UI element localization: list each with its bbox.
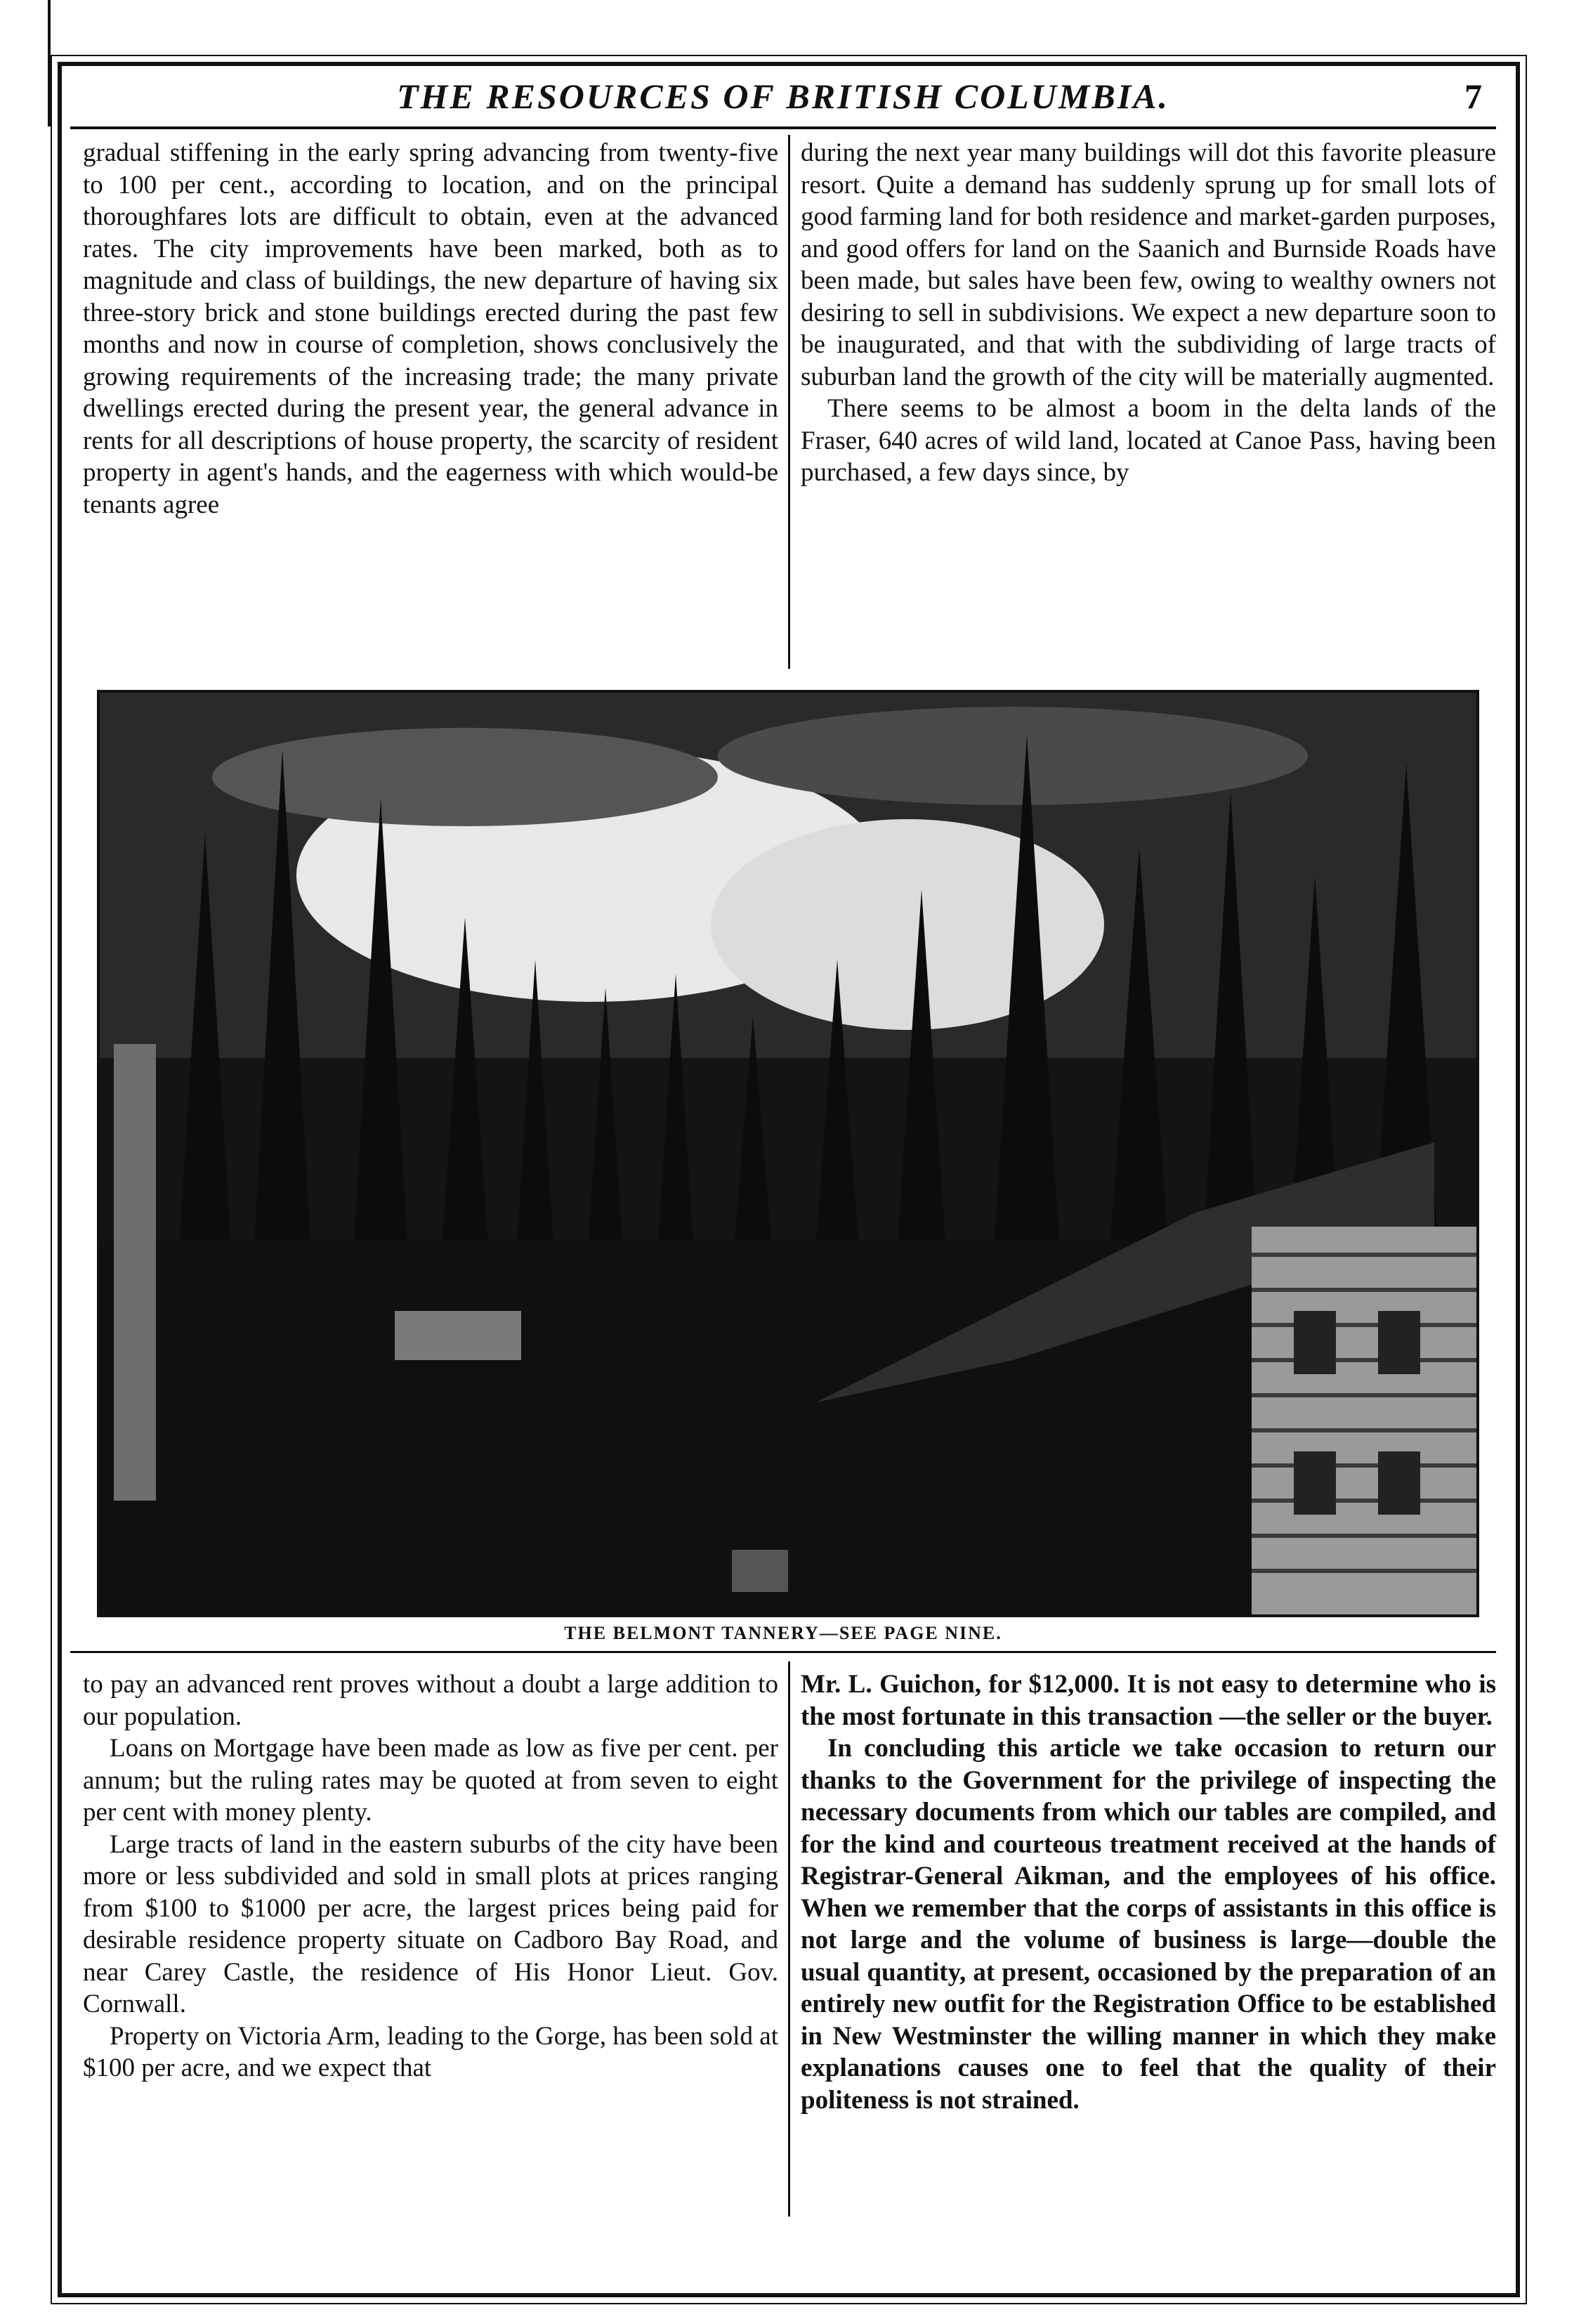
illustration-caption: THE BELMONT TANNERY—SEE PAGE NINE.: [564, 1623, 1002, 1643]
caption-rule: [70, 1651, 1496, 1653]
paragraph: gradual stiffening in the early spring advancing from twenty-five to 100 per cent., according to location, and on the principal thoroughfares lots are difficult to obtain, even at the advanced rates. The city improvements have been marked, both as to magnitude and class of buildings, the new departure of having six three-story brick and stone buildings erected during the past few months and now in course of completion, shows conclusively the growing requirements of the increasing trade; the many private dwellings erected during the present year, the general advance in rents for all descriptions of house property, the scarcity of resident property in agent's hands, and the eagerness with which would-be tenants agree: [83, 138, 778, 519]
paragraph: to pay an advanced rent proves without a doubt a large addition to our population.: [83, 1670, 778, 1731]
column-divider: [788, 135, 790, 669]
page-number: 7: [1464, 77, 1482, 116]
paragraph: Mr. L. Guichon, for $12,000. It is not easy to determine who is the most fortunate in this transaction —the seller or the buyer.: [801, 1670, 1496, 1731]
column-top-left: [83, 137, 778, 521]
column-bottom-right: [801, 1669, 1496, 2116]
paragraph: In concluding this article we take occasion to return our thanks to the Government for the privilege of inspecting the necessary documents from which our tables are compiled, and for the kind and courteous treatment received at the hands of Registrar-General Aikman, and the employees of his office. When we remember that the corps of assistants in this office is not large and the volume of business is large—double the usual quantity, at present, occasioned by the preparation of an entirely new outfit for the Registration Office to be established in New Westminster the willing manner in which they make explanations causes one to feel that the quality of their politeness is not strained.: [801, 1734, 1496, 2115]
margin-rule: [48, 0, 51, 126]
column-top-right: [801, 137, 1496, 489]
column-bottom-left: [83, 1669, 778, 2084]
page-title: THE RESOURCES OF BRITISH COLUMBIA.: [397, 77, 1169, 116]
header-rule: [70, 126, 1496, 129]
forest-scene-image: [100, 693, 1476, 1614]
paragraph: There seems to be almost a boom in the delta lands of the Fraser, 640 acres of wild land, located at Canoe Pass, having been purchased, a few days since, by: [801, 394, 1496, 487]
paragraph: Large tracts of land in the eastern suburbs of the city have been more or less subdivided and sold in small plots at prices ranging from $100 to $1000 per acre, the largest prices being paid for desirable residence property situate on Cadboro Bay Road, and near Carey Castle, the residence of His Honor Lieut. Gov. Cornwall.: [83, 1829, 778, 2018]
tannery-engraving: [97, 690, 1479, 1617]
paragraph: Loans on Mortgage have been made as low as five per cent. per annum; but the ruling rates may be quoted at from seven to eight per cent with money plenty.: [83, 1734, 778, 1827]
paragraph: during the next year many buildings will dot this favorite pleasure resort. Quite a demand has suddenly sprung up for small lots of good farming land for both residence and market-garden purposes, and good offers for land on the Saanich and Burnside Roads have been made, but sales have been few, owing to wealthy owners not desiring to sell in subdivisions. We expect a new departure soon to be inaugurated, and that with the subdividing of large tracts of suburban land the growth of the city will be materially augmented.: [801, 138, 1496, 391]
page-header: [70, 76, 1496, 132]
column-divider: [788, 1662, 790, 2217]
paragraph: Property on Victoria Arm, leading to the Gorge, has been sold at $100 per acre, and we expect that: [83, 2021, 778, 2082]
